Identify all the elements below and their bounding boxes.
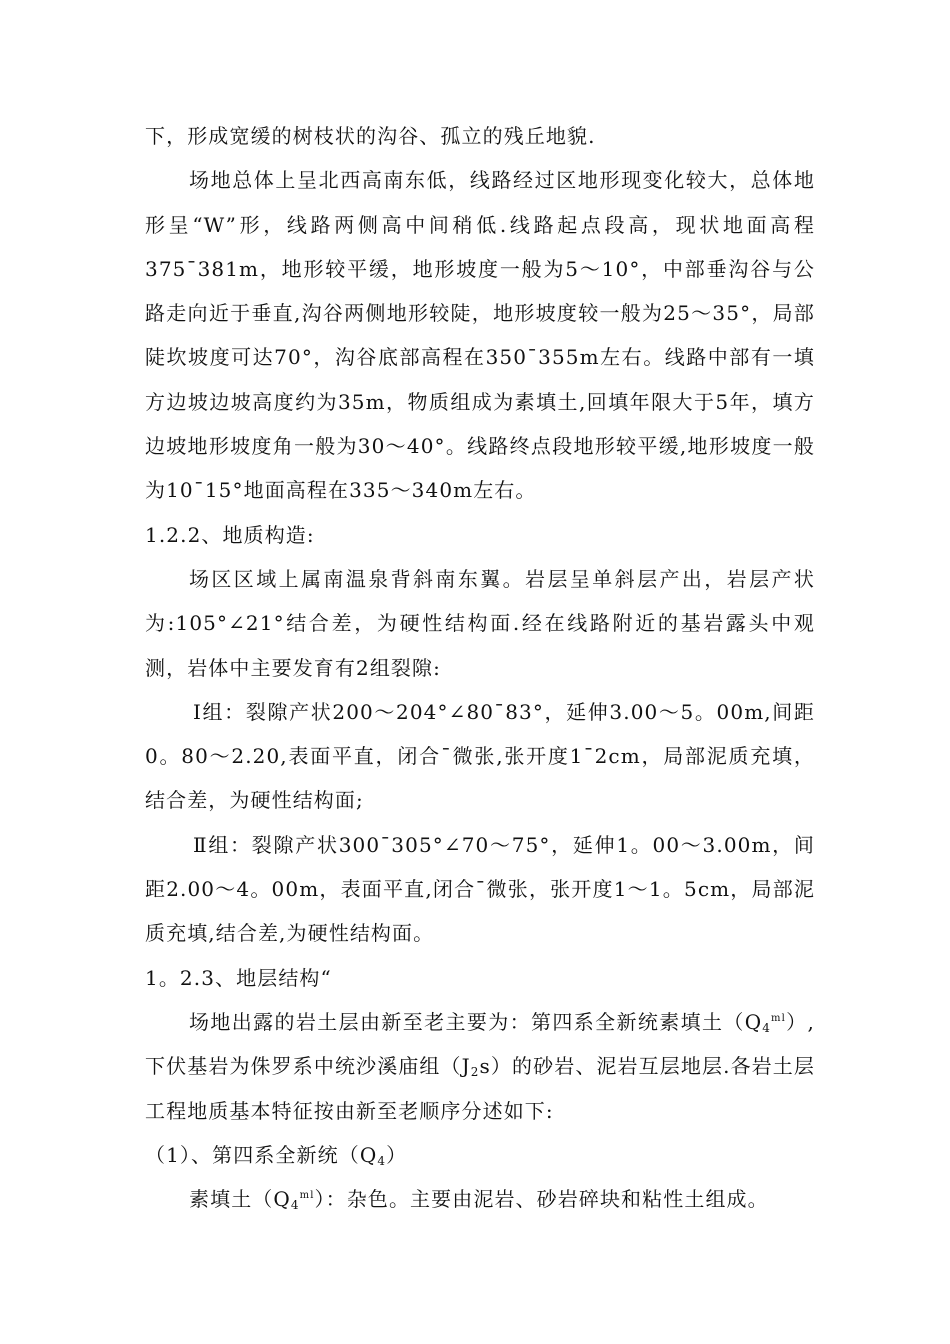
strata-text-mid: ）,下伏基岩为侏罗系中统沙溪庙组（J [145,1009,815,1079]
strata-superscript-ml: ml [770,1012,786,1024]
fill-text-lead: 素填土（Q [189,1187,291,1212]
paragraph-terrain: 场地总体上呈北西高南东低，线路经过区地形现变化较大，总体地形呈“W”形，线路两侧高中间稍低.线路起点段高，现状地面高程375¯381m，地形较平缓，地形坡度一般为5～10°，中部垂沟谷与公路走向近于垂直,沟谷两侧地形较陡，地形坡度较一般为25～35°，局部陡坎坡度可达70°，沟谷底部高程在350¯355m左右。线路中部有一填方边坡边坡高度约为35m，物质组成为素填土,回填年限大于5年，填方边坡地形坡度角一般为30～40°。线路终点段地形较平缓,地形坡度一般为10¯15°地面高程在335～340m左右。 [145,168,815,503]
strata-subscript-2: 2 [470,1065,480,1080]
subsection-heading-quaternary [145,1133,815,1177]
paragraph-fill-soil [145,1177,815,1221]
quaternary-heading-close: ） [386,1142,408,1167]
paragraph-continuation: 下，形成宽缓的树枝状的沟谷、孤立的残丘地貌. [145,124,596,148]
fill-text-tail: ）：杂色。主要由泥岩、砂岩碎块和粘性土组成。 [314,1187,769,1212]
strata-text-lead: 场地出露的岩土层由新至老主要为：第四系全新统素填土（Q [189,1009,763,1034]
paragraph-fracture-set-1: Ⅰ组：裂隙产状200～204°∠80¯83°，延伸3.00～5。00m,间距0。80～2.20,表面平直，闭合¯微张,张开度1¯2cm，局部泥质充填，结合差，为硬性结构面; [145,699,815,813]
section-heading-stratigraphy: 1。2.3、地层结构“ [145,965,332,990]
fill-subscript-4: 4 [290,1198,300,1213]
paragraph-structure: 场区区域上属南温泉背斜南东翼。岩层呈单斜层产出，岩层产状为:105°∠21°结合差，为硬性结构面.经在线路附近的基岩露头中观测，岩体中主要发育有2组裂隙: [145,566,815,680]
strata-subscript-4: 4 [762,1020,771,1035]
paragraph-fracture-set-2: Ⅱ组：裂隙产状300¯305°∠70～75°，延伸1。00～3.00m，间距2.00～4。00m，表面平直,闭合¯微张，张开度1～1。5cm，局部泥质充填,结合差,为硬性结构面。 [145,832,815,946]
fill-superscript-ml: ml [299,1190,315,1202]
section-heading-geologic-structure: 1.2.2、地质构造: [145,522,315,547]
strata-text-tail: s）的砂岩、泥岩互层地层.各岩土层工程地质基本特征按由新至老顺序分述如下: [145,1054,815,1123]
paragraph-strata [145,1000,815,1133]
quaternary-subscript-4: 4 [377,1153,387,1168]
document-body [145,114,815,1221]
quaternary-heading-text: （1）、第四系全新统（Q [145,1142,378,1167]
